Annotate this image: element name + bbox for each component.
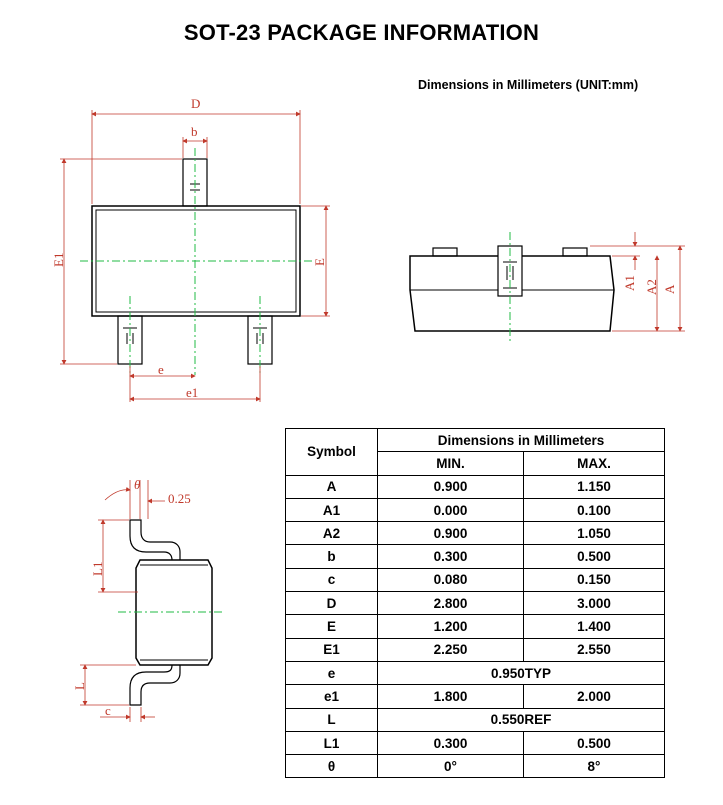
min-cell: 0.900 xyxy=(378,475,524,498)
max-cell: 1.050 xyxy=(524,522,665,545)
page-title: SOT-23 PACKAGE INFORMATION xyxy=(183,20,540,45)
table-row xyxy=(286,568,665,591)
max-cell: 0.100 xyxy=(524,498,665,521)
symbol-cell: θ xyxy=(286,755,378,778)
symbol-header: Symbol xyxy=(286,429,378,476)
min-cell: 1.800 xyxy=(378,685,524,708)
typ-value-cell: 0.950TYP xyxy=(378,661,665,684)
dims-header: Dimensions in Millimeters xyxy=(378,429,665,452)
table-row xyxy=(286,522,665,545)
max-header: MAX. xyxy=(524,452,665,475)
symbol-cell: c xyxy=(286,568,378,591)
min-cell: 0° xyxy=(378,755,524,778)
min-header: MIN. xyxy=(378,452,524,475)
symbol-cell: A2 xyxy=(286,522,378,545)
min-cell: 2.250 xyxy=(378,638,524,661)
max-cell: 0.500 xyxy=(524,731,665,754)
min-cell: 1.200 xyxy=(378,615,524,638)
table-row xyxy=(286,592,665,615)
dim-label-A2: A2 xyxy=(644,279,659,295)
table-row xyxy=(286,685,665,708)
dim-label-theta: θ xyxy=(134,477,141,492)
table-row xyxy=(286,755,665,778)
dimensions-table-body xyxy=(286,475,665,778)
dim-label-L1: L1 xyxy=(90,561,105,576)
table-row xyxy=(286,708,665,731)
unit-note: Dimensions in Millimeters (UNIT:mm) xyxy=(418,78,639,92)
table-row xyxy=(286,475,665,498)
dimensions-table xyxy=(285,428,665,778)
table-row xyxy=(286,498,665,521)
table-row xyxy=(286,661,665,684)
min-cell: 0.300 xyxy=(378,545,524,568)
table-row xyxy=(286,731,665,754)
side-view xyxy=(410,246,614,331)
dim-label-A1: A1 xyxy=(622,275,637,291)
max-cell: 8° xyxy=(524,755,665,778)
symbol-cell: L1 xyxy=(286,731,378,754)
symbol-cell: D xyxy=(286,592,378,615)
max-cell: 0.500 xyxy=(524,545,665,568)
table-row xyxy=(286,545,665,568)
max-cell: 1.150 xyxy=(524,475,665,498)
dim-label-E1: E1 xyxy=(51,252,66,267)
max-cell: 3.000 xyxy=(524,592,665,615)
symbol-cell: A xyxy=(286,475,378,498)
dim-label-E: E xyxy=(312,258,327,266)
min-cell: 0.900 xyxy=(378,522,524,545)
dim-label-b: b xyxy=(191,124,198,139)
max-cell: 2.550 xyxy=(524,638,665,661)
dim-label-gauge: 0.25 xyxy=(168,491,191,506)
max-cell: 1.400 xyxy=(524,615,665,638)
symbol-cell: L xyxy=(286,708,378,731)
symbol-cell: A1 xyxy=(286,498,378,521)
min-cell: 0.300 xyxy=(378,731,524,754)
symbol-cell: b xyxy=(286,545,378,568)
symbol-cell: E xyxy=(286,615,378,638)
symbol-cell: E1 xyxy=(286,638,378,661)
min-cell: 0.000 xyxy=(378,498,524,521)
dim-label-A: A xyxy=(662,284,677,294)
symbol-cell: e xyxy=(286,661,378,684)
typ-value-cell: 0.550REF xyxy=(378,708,665,731)
dim-label-e1: e1 xyxy=(186,385,199,400)
min-cell: 0.080 xyxy=(378,568,524,591)
dim-label-c: c xyxy=(105,703,111,718)
symbol-cell: e1 xyxy=(286,685,378,708)
dim-label-e: e xyxy=(158,362,164,377)
dim-label-D: D xyxy=(191,96,201,111)
table-row xyxy=(286,638,665,661)
min-cell: 2.800 xyxy=(378,592,524,615)
table-row xyxy=(286,615,665,638)
max-cell: 0.150 xyxy=(524,568,665,591)
dim-label-L: L xyxy=(72,682,87,690)
max-cell: 2.000 xyxy=(524,685,665,708)
